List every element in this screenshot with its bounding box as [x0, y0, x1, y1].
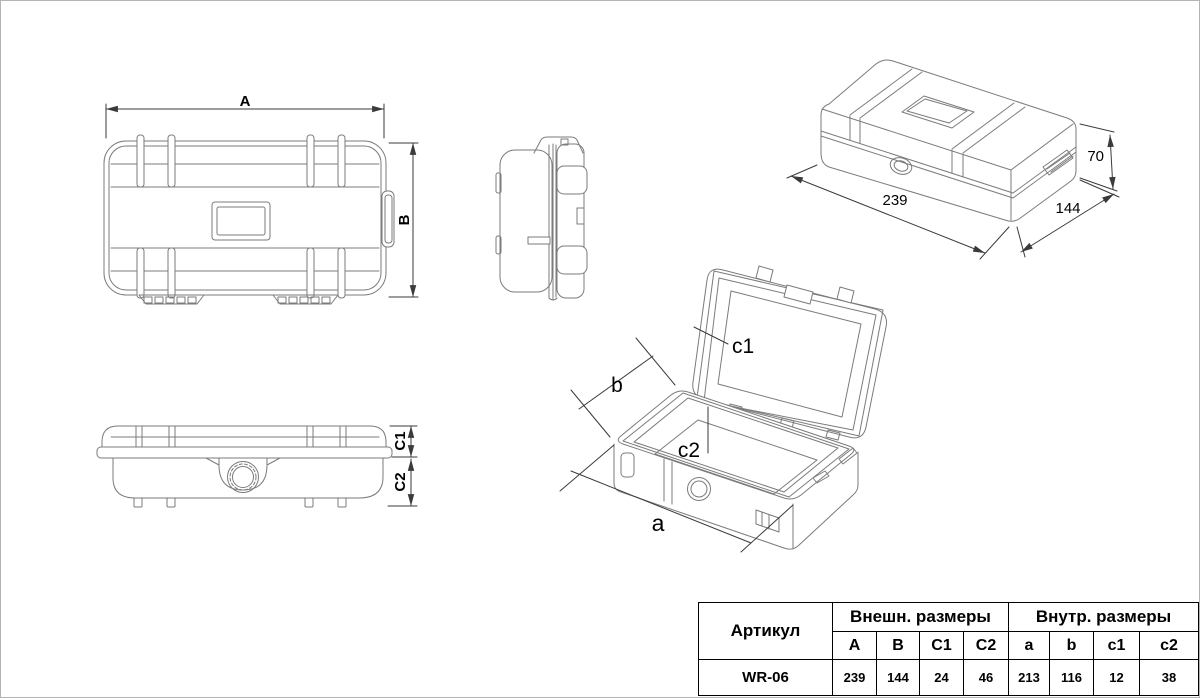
table-cell-C1: 24 — [920, 660, 964, 696]
case-silhouette — [821, 60, 1076, 221]
table-col-C2: C2 — [964, 632, 1009, 660]
dim-label-b: b — [611, 374, 623, 397]
dimension-table — [698, 602, 1199, 696]
table-col-C1: C1 — [920, 632, 964, 660]
table-header-article: Артикул — [699, 603, 833, 660]
table-header-outer-dims: Внешн. размеры — [833, 603, 1009, 632]
dim-label-A: A — [239, 93, 251, 110]
dimension-70 — [1080, 124, 1117, 191]
dimension-C1 — [390, 426, 417, 457]
table-cell-B: 144 — [877, 660, 920, 696]
dimension-C2 — [388, 459, 417, 506]
lid-lip — [97, 447, 392, 458]
rib-band — [557, 166, 587, 194]
dim-value-height: 70 — [1087, 148, 1104, 165]
dim-label-B: B — [396, 214, 413, 226]
table-cell-a: 213 — [1009, 660, 1050, 696]
table-cell-c1: 12 — [1094, 660, 1140, 696]
table-col-A: A — [833, 632, 877, 660]
iso-open-view — [560, 266, 887, 552]
table-cell-A: 239 — [833, 660, 877, 696]
table-header-inner-dims: Внутр. размеры — [1009, 603, 1199, 632]
dim-label-c1: c1 — [732, 335, 755, 358]
table-col-a: a — [1009, 632, 1050, 660]
parting-lines — [549, 144, 557, 300]
dim-value-length: 239 — [882, 192, 908, 209]
hinge-ribs — [137, 135, 345, 298]
table-row — [699, 660, 1199, 696]
lid-profile — [500, 150, 552, 292]
technical-drawing — [1, 1, 1199, 601]
dim-label-C1: C1 — [392, 431, 409, 451]
front-latch-knob — [688, 478, 711, 501]
dim-label-C2: C2 — [392, 472, 409, 492]
base-feet — [134, 498, 346, 507]
corner-bumper — [621, 453, 634, 477]
rib-band — [557, 246, 587, 274]
front-view — [97, 426, 417, 507]
dim-label-a: a — [651, 510, 665, 536]
side-latch — [382, 191, 394, 247]
latch-tab — [528, 237, 550, 244]
table-cell-article: WR-06 — [699, 660, 833, 696]
side-view — [496, 137, 587, 300]
table-col-c2: c2 — [1140, 632, 1199, 660]
dimension-A — [106, 93, 384, 138]
dim-value-depth: 144 — [1055, 200, 1081, 217]
top-view — [104, 93, 418, 304]
table-col-c1: c1 — [1094, 632, 1140, 660]
table-col-B: B — [877, 632, 920, 660]
latch-knob — [206, 458, 280, 493]
table-cell-c2: 38 — [1140, 660, 1199, 696]
table-cell-b: 116 — [1050, 660, 1094, 696]
label-plate — [212, 202, 270, 240]
table-cell-C2: 46 — [964, 660, 1009, 696]
iso-closed-view — [787, 60, 1119, 259]
dim-label-c2: c2 — [677, 439, 701, 462]
table-col-b: b — [1050, 632, 1094, 660]
